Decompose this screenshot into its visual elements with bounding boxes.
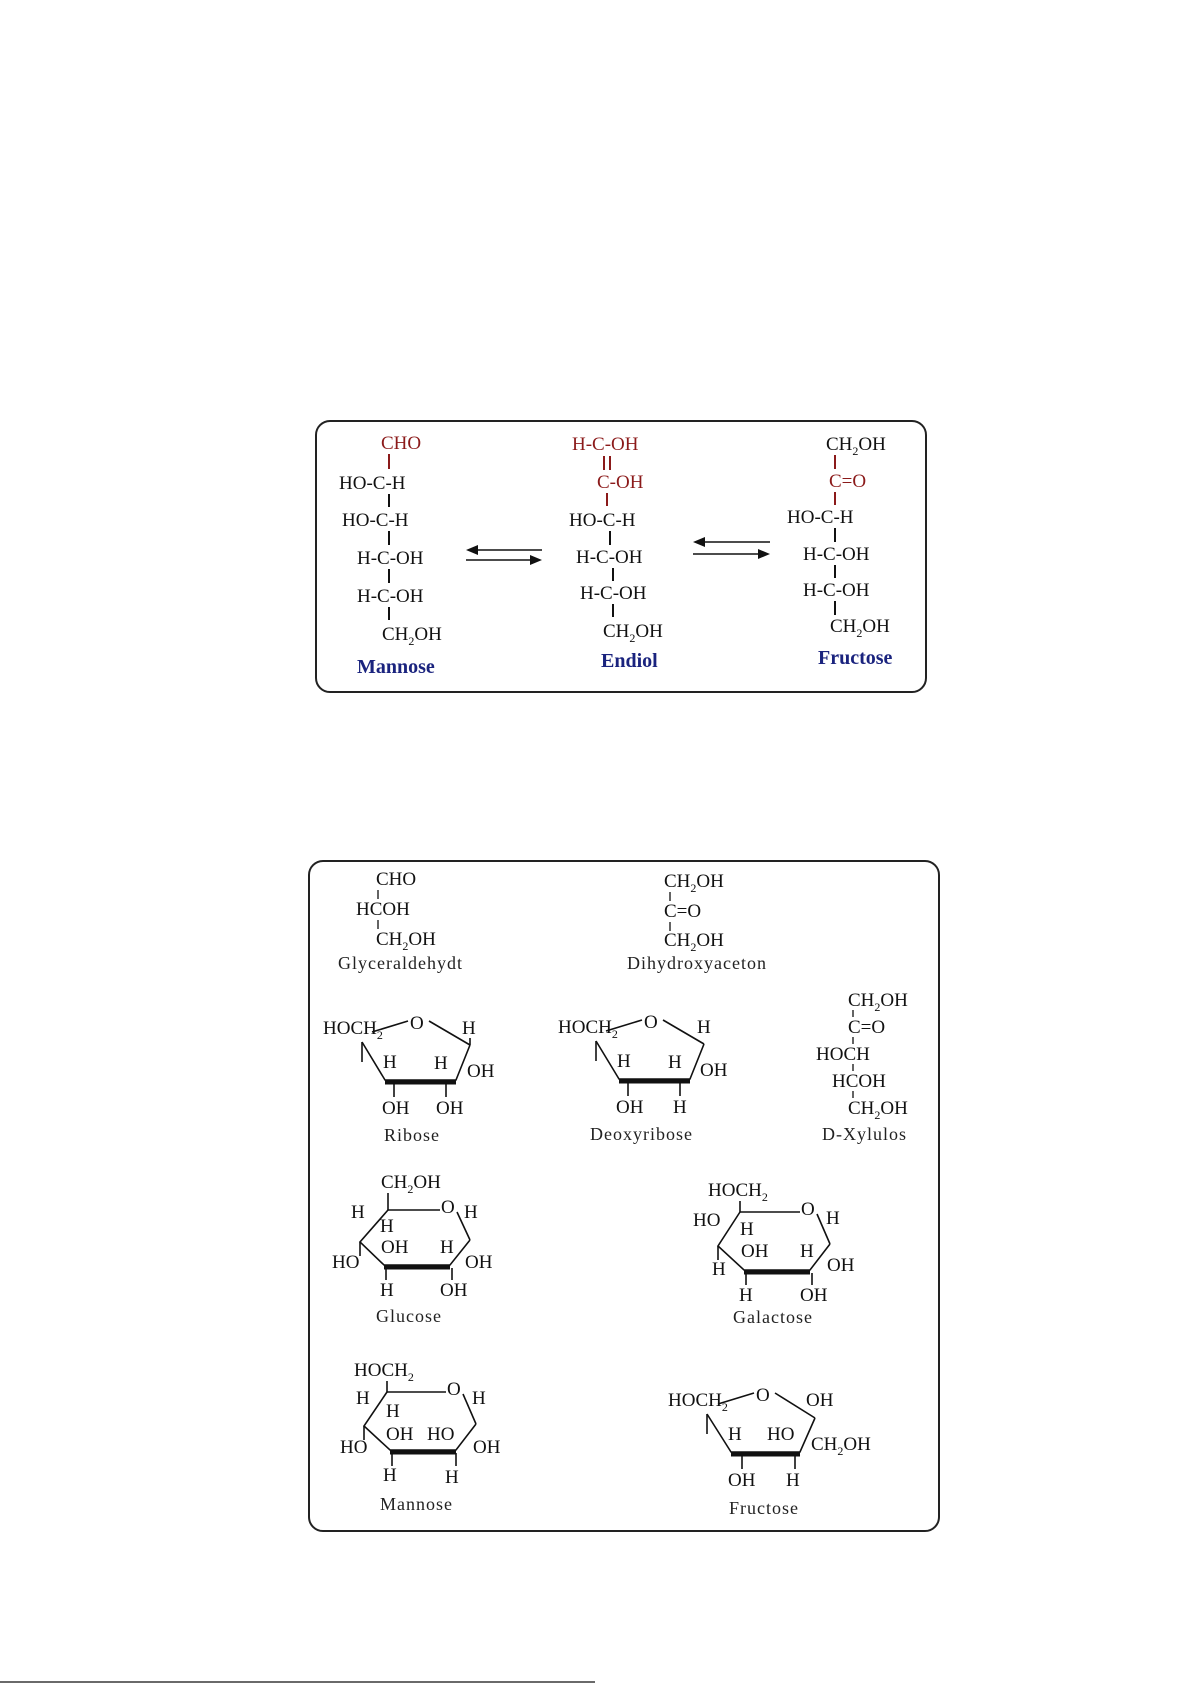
galactose-h-r: H [826, 1208, 840, 1229]
deoxyribose-h4: H [673, 1097, 687, 1118]
galactose-oh-b: OH [800, 1285, 828, 1306]
galactose-oh-r: OH [827, 1255, 855, 1276]
ribose-label: Ribose [384, 1125, 441, 1145]
fructose-ring-label: Fructose [729, 1498, 799, 1518]
mannose-ring-ho: HO [340, 1437, 368, 1458]
fructose-ring-oh-r: OH [806, 1390, 834, 1411]
mannose-ring-o: O [447, 1379, 461, 1400]
deoxyribose-hoch2: $HOCH_2$ [558, 1017, 618, 1041]
xylulose-l3: HOCH [816, 1044, 870, 1065]
galactose-h-b: H [739, 1285, 753, 1306]
galactose-h-in2: H [800, 1241, 814, 1262]
xylulose-l4: HCOH [832, 1071, 886, 1092]
glyceraldehyde-l2: HCOH [356, 899, 410, 920]
dihydroxyacetone [627, 871, 767, 973]
deoxyribose-label: Deoxyribose [590, 1124, 693, 1144]
mannose-ring [340, 1360, 501, 1514]
fructose-c5: H-C-OH [803, 580, 870, 601]
endiol-c3: HO-C-H [569, 510, 636, 531]
deoxyribose-h3: H [668, 1052, 682, 1073]
mannose-ring-ho-in: HO [427, 1424, 455, 1445]
galactose [693, 1180, 855, 1327]
fructose-c4: H-C-OH [803, 544, 870, 565]
mannose-ring-h-in: H [386, 1401, 400, 1422]
xylulose-l5: $CH_2OH$ [848, 1098, 908, 1122]
dihydroxyacetone-l3: $CH_2OH$ [664, 930, 724, 954]
xylulose-label: D-Xylulos [822, 1124, 907, 1144]
glucose-oh-r: OH [465, 1252, 493, 1273]
deoxyribose-oh1: OH [700, 1060, 728, 1081]
mannose-c3: HO-C-H [342, 510, 409, 531]
glucose-h-b: H [380, 1280, 394, 1301]
deoxyribose-o: O [644, 1012, 658, 1033]
dihydroxyacetone-l2: C=O [664, 901, 702, 922]
ribose-oh2: OH [382, 1098, 410, 1119]
mannose-ring-label: Mannose [380, 1494, 453, 1514]
xylulose-l2: C=O [848, 1017, 886, 1038]
mannose-ring-h-l: H [356, 1388, 370, 1409]
fructose-c6: $CH_2OH$ [830, 616, 890, 640]
dihydroxyacetone-l1: $CH_2OH$ [664, 871, 724, 895]
endiol-c6: $CH_2OH$ [603, 621, 663, 645]
mannose-ring-h-r: H [472, 1388, 486, 1409]
mannose-c1: CHO [381, 433, 422, 454]
mannose-ring-oh-in: OH [386, 1424, 414, 1445]
ribose-h3: H [434, 1053, 448, 1074]
galactose-label: Galactose [733, 1307, 813, 1327]
endiol-chain [569, 434, 663, 672]
fructose-ring-o: O [756, 1385, 770, 1406]
mannose-c4: H-C-OH [357, 548, 424, 569]
mannose-ring-h-b2: H [445, 1467, 459, 1488]
fructose-c1: $CH_2OH$ [826, 434, 886, 458]
fructose-ring-ho-in: HO [767, 1424, 795, 1445]
glyceraldehyde-l1: CHO [376, 869, 417, 890]
fructose-chain [787, 434, 893, 669]
glucose-h-l: H [351, 1202, 365, 1223]
glucose-ho: HO [332, 1252, 360, 1273]
fructose-label: Fructose [818, 647, 893, 669]
glucose-h-in: H [380, 1216, 394, 1237]
mannose-c2: HO-C-H [339, 473, 406, 494]
fructose-ring [668, 1385, 871, 1518]
mannose-c5: H-C-OH [357, 586, 424, 607]
ribose-oh1: OH [467, 1061, 495, 1082]
fructose-ring-oh-b: OH [728, 1470, 756, 1491]
galactose-top: $HOCH_2$ [708, 1180, 768, 1204]
fructose-ring-h-in: H [728, 1424, 742, 1445]
glucose-h-r: H [464, 1202, 478, 1223]
galactose-h-l: H [712, 1259, 726, 1280]
fructose-ring-ch2oh: $CH_2OH$ [811, 1434, 871, 1458]
endiol-c5: H-C-OH [580, 583, 647, 604]
xylulose [816, 990, 908, 1144]
fructose-ring-hoch2: $HOCH_2$ [668, 1390, 728, 1414]
deoxyribose-h2: H [617, 1051, 631, 1072]
glyceraldehyde-l3: $CH_2OH$ [376, 929, 436, 953]
galactose-ho: HO [693, 1210, 721, 1231]
galactose-oh-in: OH [741, 1241, 769, 1262]
ribose-oh3: OH [436, 1098, 464, 1119]
mannose-ring-h-b: H [383, 1465, 397, 1486]
ribose [323, 1013, 495, 1145]
mannose-ring-oh-r: OH [473, 1437, 501, 1458]
endiol-c4: H-C-OH [576, 547, 643, 568]
mannose-ring-top: $HOCH_2$ [354, 1360, 414, 1384]
fructose-ring-h-b: H [786, 1470, 800, 1491]
ribose-o: O [410, 1013, 424, 1034]
dihydroxyacetone-label: Dihydroxyaceton [627, 953, 767, 973]
galactose-h-in: H [740, 1219, 754, 1240]
mannose-c6: $CH_2OH$ [382, 624, 442, 648]
glucose-o: O [441, 1197, 455, 1218]
fructose-c3: HO-C-H [787, 507, 854, 528]
galactose-o: O [801, 1199, 815, 1220]
ribose-hoch2: $HOCH_2$ [323, 1018, 383, 1042]
equilibrium-arrows-1 [466, 545, 542, 565]
glucose-top: $CH_2OH$ [381, 1172, 441, 1196]
mannose-label: Mannose [357, 656, 435, 678]
deoxyribose-oh2: OH [616, 1097, 644, 1118]
fructose-c2: C=O [829, 471, 867, 492]
glucose-h-in2: H [440, 1237, 454, 1258]
glyceraldehyde-label: Glyceraldehydt [338, 953, 463, 973]
deoxyribose [558, 1012, 728, 1144]
ribose-h2: H [383, 1052, 397, 1073]
endiol-label: Endiol [601, 650, 658, 672]
glucose-label: Glucose [376, 1306, 442, 1326]
glucose-oh-in: OH [381, 1237, 409, 1258]
ribose-h1: H [462, 1018, 476, 1039]
xylulose-l1: $CH_2OH$ [848, 990, 908, 1014]
mannose-chain [339, 433, 442, 678]
glucose [332, 1172, 493, 1326]
glyceraldehyde [338, 869, 463, 973]
equilibrium-arrows-2 [693, 537, 770, 559]
glucose-oh-b: OH [440, 1280, 468, 1301]
deoxyribose-h1: H [697, 1017, 711, 1038]
endiol-c2: C-OH [597, 472, 644, 493]
endiol-c1: H-C-OH [572, 434, 639, 455]
